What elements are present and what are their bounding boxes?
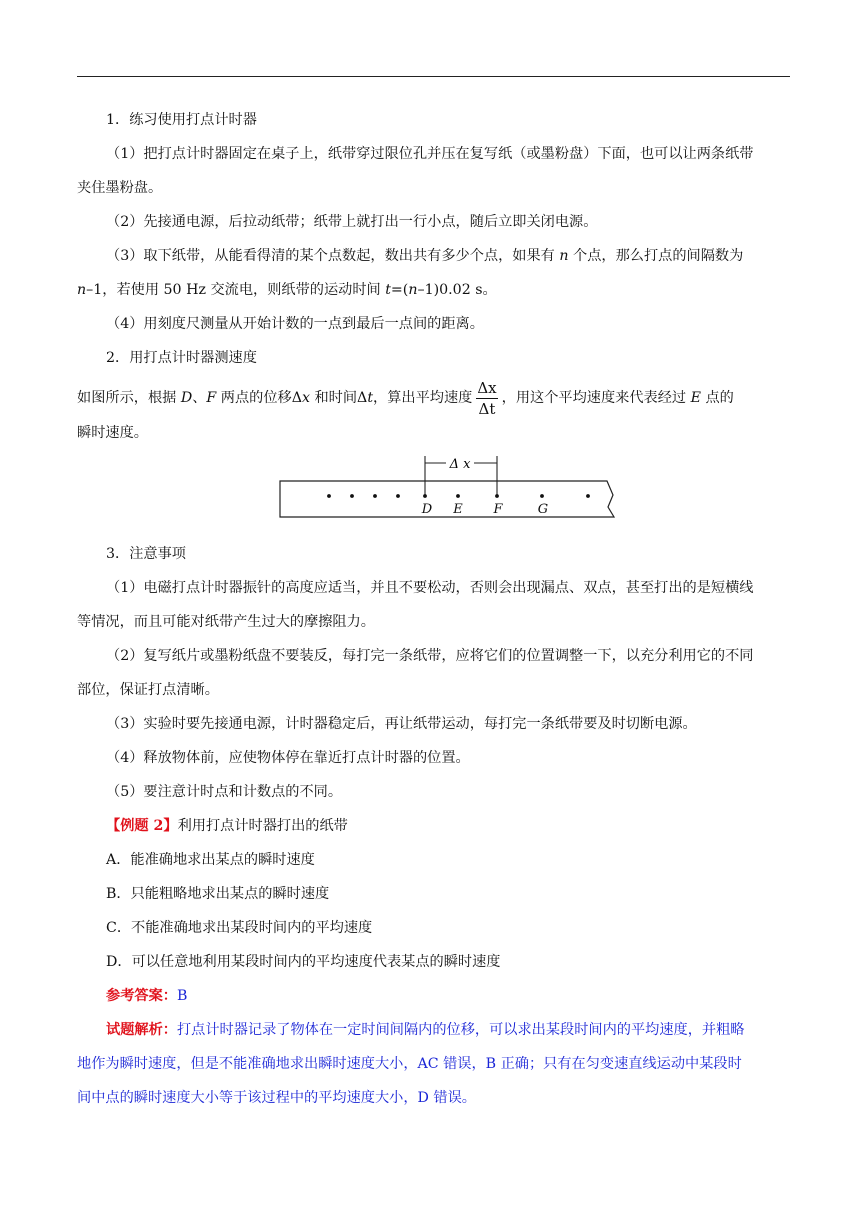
s2-para-1: 如图所示，根据 D、F 两点的位移Δx 和时间Δt，算出平均速度 $\frac{\Delta x}{\Delta t}$ ，用这个平均速度来代表经过 E 点的 <box>77 378 734 418</box>
fraction-denominator: Δt <box>478 399 496 418</box>
tape-dot <box>373 494 377 498</box>
tape-dot-f <box>495 494 499 498</box>
header-rule <box>77 76 790 77</box>
tape-dots <box>327 494 590 498</box>
analysis-line-3: 间中点的瞬时速度大小等于该过程中的平均速度大小，D 错误。 <box>77 1090 476 1106</box>
s1-para-1: （1）把打点计时器固定在桌子上，纸带穿过限位孔并压在复写纸（或墨粉盘）下面，也可以让两条纸带 <box>106 146 754 162</box>
example-tag: 【例题 2】 <box>106 818 178 834</box>
analysis-label: 试题解析： <box>106 1022 177 1038</box>
option-c: C．不能准确地求出某段时间内的平均速度 <box>106 920 373 936</box>
s1-para-3: （3）取下纸带，从能看得清的某个点数起，数出共有多少个点，如果有 n 个点，那么打点的间隔数为 <box>106 248 744 264</box>
point-label-d: D <box>421 502 433 517</box>
option-b: B．只能粗略地求出某点的瞬时速度 <box>106 886 330 902</box>
s2-para-1-cont: 瞬时速度。 <box>77 425 148 441</box>
tape-dot-e <box>456 494 460 498</box>
analysis-line-1: 试题解析：打点计时器记录了物体在一定时间间隔内的位移，可以求出某段时间内的平均速度，并粗略 <box>106 1022 745 1038</box>
point-label-g: G <box>537 502 549 517</box>
tape-dot-g <box>540 494 544 498</box>
s3-para-5: （5）要注意计时点和计数点的不同。 <box>106 784 343 800</box>
document-body <box>77 103 790 1115</box>
s3-para-2: （2）复写纸片或墨粉纸盘不要装反，每打完一条纸带，应将它们的位置调整一下，以充分利用它的不同 <box>106 648 754 664</box>
fraction-numerator: Δx <box>477 378 497 397</box>
tape-dot <box>350 494 354 498</box>
s3-para-2-cont: 部位，保证打点清晰。 <box>77 682 219 698</box>
s3-para-1: （1）电磁打点计时器振针的高度应适当，并且不要松动，否则会出现漏点、双点，甚至打出的是短横线 <box>106 580 754 596</box>
s1-para-2: （2）先接通电源，后拉动纸带；纸带上就打出一行小点，随后立即关闭电源。 <box>106 214 598 230</box>
section-2-heading: 2．用打点计时器测速度 <box>106 350 257 366</box>
paper-tape-diagram <box>277 453 620 525</box>
s3-para-3: （3）实验时要先接通电源，计时器稳定后，再让纸带运动，每打完一条纸带要及时切断电源。 <box>106 716 697 732</box>
s3-para-1-cont: 等情况，而且可能对纸带产生过大的摩擦阻力。 <box>77 614 375 630</box>
paper-tape-outline <box>280 481 614 517</box>
section-1-heading: 1．练习使用打点计时器 <box>106 112 257 128</box>
point-label-e: E <box>453 502 463 517</box>
example-stem: 【例题 2】利用打点计时器打出的纸带 <box>106 818 348 834</box>
delta-x-label: Δ x <box>449 457 471 472</box>
point-label-f: F <box>493 502 503 517</box>
s1-para-1-cont: 夹住墨粉盘。 <box>77 180 163 196</box>
tape-dot <box>586 494 590 498</box>
tape-dot <box>396 494 400 498</box>
option-a: A．能准确地求出某点的瞬时速度 <box>106 852 315 868</box>
answer-label: 参考答案： <box>106 988 177 1004</box>
analysis-line-2: 地作为瞬时速度，但是不能准确地求出瞬时速度大小，AC 错误，B 正确；只有在匀变速直线运动中某段时 <box>77 1056 742 1072</box>
tape-dot-d <box>423 494 427 498</box>
section-3-heading: 3．注意事项 <box>106 546 186 562</box>
option-d: D．可以任意地利用某段时间内的平均速度代表某点的瞬时速度 <box>106 954 501 970</box>
average-velocity-fraction <box>476 378 497 419</box>
s3-para-4: （4）释放物体前，应使物体停在靠近打点计时器的位置。 <box>106 750 470 766</box>
answer-line <box>106 979 790 1013</box>
tape-dot <box>327 494 331 498</box>
s1-para-3-cont: n–1，若使用 50 Hz 交流电，则纸带的运动时间 t=(n–1)0.02 s。 <box>77 282 497 298</box>
answer-value: B <box>176 988 188 1004</box>
s1-para-4: （4）用刻度尺测量从开始计数的一点到最后一点间的距离。 <box>106 316 484 332</box>
